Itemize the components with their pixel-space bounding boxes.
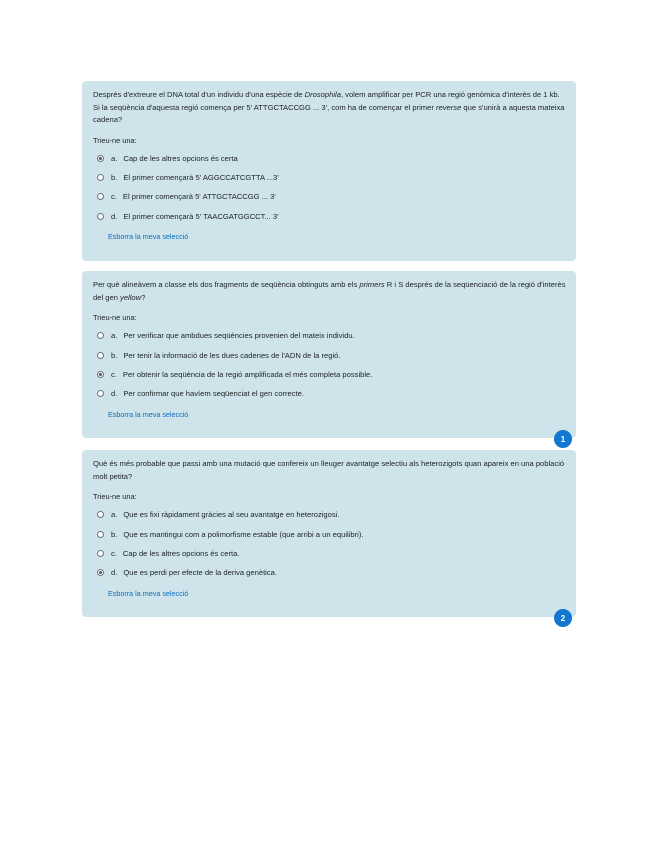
radio-button[interactable] — [97, 511, 104, 518]
option-d[interactable]: d. El primer començarà 5' TAACGATGGCCT... 3' — [93, 207, 566, 226]
clear-selection-link[interactable]: Esborra la meva selecció — [108, 232, 189, 242]
clear-selection-link[interactable]: Esborra la meva selecció — [108, 588, 189, 598]
question-text: Què és més probable que passi amb una mutació que confereix un lleuger avantatge selectiu als heterozigots quan apareix en una població molt petita? — [93, 459, 565, 481]
question-number-badge[interactable]: 2 — [554, 609, 572, 627]
radio-button[interactable] — [97, 371, 104, 378]
answer-list — [93, 149, 566, 227]
radio-button[interactable] — [97, 531, 104, 538]
radio-button[interactable] — [97, 390, 104, 397]
option-b[interactable]: b. Per tenir la informació de les dues cadenes de l'ADN de la regió. — [93, 345, 566, 364]
option-d[interactable]: d. Que es perdi per efecte de la deriva genètica. — [93, 563, 566, 582]
answer-prompt: Trieu-ne una: — [93, 492, 137, 501]
radio-button[interactable] — [97, 213, 104, 220]
option-c[interactable]: c. El primer començarà 5' ATTGCTACCGG ... 3' — [93, 187, 566, 206]
question-card-2 — [82, 271, 576, 444]
answer-list — [93, 326, 566, 404]
radio-button[interactable] — [97, 174, 104, 181]
option-b[interactable]: b. Que es mantingui com a polimorfisme estable (que arribi a un equilibri). — [93, 524, 566, 543]
option-c[interactable]: c. Cap de les altres opcions és certa. — [93, 544, 566, 563]
question-text: Per què alineàvem a classe els dos fragments de seqüència obtinguts amb els primers R i S després de la seqüenciació de la regió d'interès del gen yellow? — [93, 280, 566, 302]
option-a[interactable]: a. Cap de les altres opcions és certa — [93, 149, 566, 168]
option-d[interactable]: d. Per confirmar que havíem seqüenciat el gen correcte. — [93, 384, 566, 403]
option-a[interactable]: a. Per verificar que ambdues seqüències provenien del mateix individu. — [93, 326, 566, 345]
question-card-3 — [82, 450, 576, 623]
question-text: Després d'extreure el DNA total d'un individu d'una espècie de Drosophila, volem amplificar per PCR una regió genòmica d'interès de 1 kb. Si la seqüència d'aquesta regió comença per 5' ATTGCTACCGG ... 3', com ha de començar el primer reverse que s'unirà a aquesta mateixa cadena? — [93, 90, 565, 124]
radio-button[interactable] — [97, 332, 104, 339]
radio-button[interactable] — [97, 193, 104, 200]
answer-prompt: Trieu-ne una: — [93, 313, 137, 322]
radio-button[interactable] — [97, 352, 104, 359]
clear-selection-link[interactable]: Esborra la meva selecció — [108, 409, 189, 419]
option-c[interactable]: c. Per obtenir la seqüència de la regió amplificada el més completa possible. — [93, 365, 566, 384]
answer-prompt: Trieu-ne una: — [93, 135, 137, 145]
radio-button[interactable] — [97, 155, 104, 162]
question-number-badge[interactable]: 1 — [554, 430, 572, 448]
radio-button[interactable] — [97, 569, 104, 576]
radio-button[interactable] — [97, 550, 104, 557]
option-b[interactable]: b. El primer començarà 5' AGGCCATCGTTA ...3' — [93, 168, 566, 187]
answer-list — [93, 505, 566, 583]
question-card-1 — [82, 81, 576, 261]
option-a[interactable]: a. Que es fixi ràpidament gràcies al seu avantatge en heterozigosi. — [93, 505, 566, 524]
